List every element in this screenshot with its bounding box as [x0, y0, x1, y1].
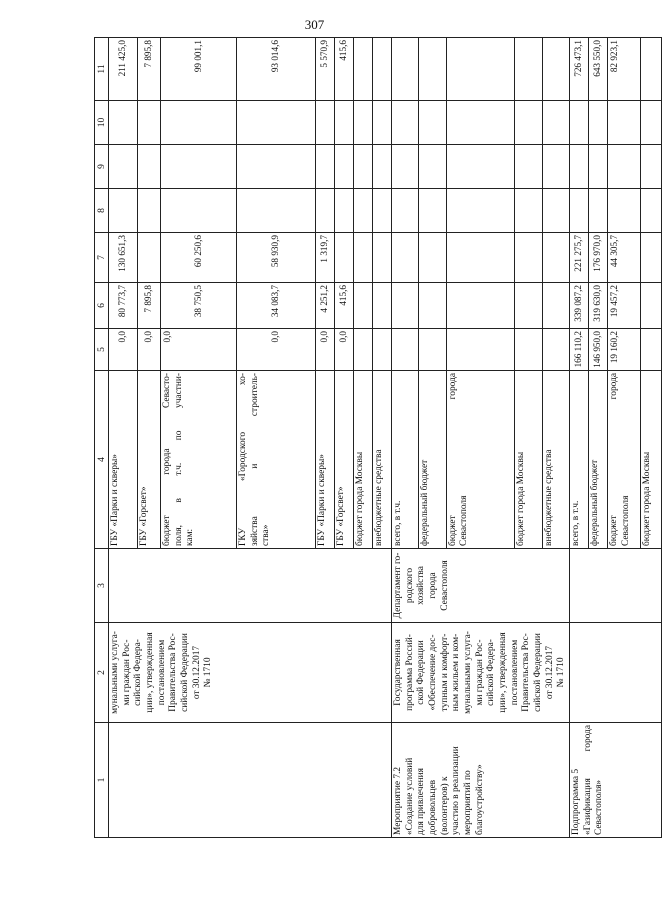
source-cell — [354, 371, 373, 549]
value-cell: 60 250,6 — [161, 233, 237, 283]
value-cell — [419, 189, 446, 233]
total-cell: 82 923,1 — [607, 38, 640, 101]
subprogram-line: Подпрограмма 5 — [570, 768, 581, 835]
value-cell — [542, 329, 569, 371]
source-cell — [446, 371, 515, 549]
measure-name-cell — [109, 723, 392, 838]
table-row — [392, 38, 419, 838]
value-cell — [515, 189, 542, 233]
program-line: ции», утвержденная — [144, 632, 155, 713]
source-line: федеральный бюджет — [420, 459, 431, 546]
value-cell — [237, 101, 316, 145]
program-cell — [569, 623, 661, 723]
program-line: сийской Федерации — [532, 633, 543, 712]
program-line: Правительства Рос- — [168, 633, 179, 712]
value-cell — [237, 145, 316, 189]
program-line: мунальными услуга- — [110, 631, 120, 714]
executor-line: родского — [404, 567, 415, 604]
source-cell — [542, 371, 569, 549]
header-cell: 4 — [95, 371, 109, 549]
value-cell — [373, 189, 392, 233]
total-cell — [373, 38, 392, 101]
program-line: сийской Федера- — [133, 639, 144, 706]
header-cell: 2 — [95, 623, 109, 723]
value-cell — [640, 189, 661, 233]
value-cell — [569, 189, 588, 233]
measure-line: «Создание условий — [404, 757, 415, 835]
value-cell — [515, 283, 542, 329]
value-cell — [316, 145, 335, 189]
value-cell — [419, 145, 446, 189]
table-row — [569, 38, 588, 838]
value-cell: 130 651,3 — [109, 233, 138, 283]
program-cell — [109, 623, 392, 723]
executor-cell — [569, 549, 661, 623]
program-line: № 1710 — [556, 657, 567, 688]
value-cell: 7 895,8 — [138, 283, 161, 329]
value-cell — [542, 283, 569, 329]
value-cell — [316, 189, 335, 233]
value-cell — [446, 189, 515, 233]
value-cell — [640, 101, 661, 145]
source-line: всего, в т.ч. — [570, 500, 581, 546]
value-cell — [542, 233, 569, 283]
source-line: всего, в т.ч. — [393, 500, 403, 546]
total-cell: 643 550,0 — [588, 38, 607, 101]
value-cell: 58 930,9 — [237, 233, 316, 283]
source-line: Севастополя — [459, 495, 470, 546]
value-cell — [588, 101, 607, 145]
program-line: сийской Федерации — [179, 633, 190, 712]
value-cell — [335, 233, 354, 283]
program-line: ным жильем и ком- — [451, 633, 462, 712]
value-cell: 0,0 — [109, 329, 138, 371]
total-cell — [419, 38, 446, 101]
total-cell: 726 473,1 — [569, 38, 588, 101]
value-cell — [542, 145, 569, 189]
source-line: ГБУ «Парки и скверы» — [110, 454, 120, 546]
measure-line: участию в реализации — [451, 746, 462, 835]
measure-line: мероприятий по — [462, 770, 473, 835]
total-cell: 93 014,6 — [237, 38, 316, 101]
program-line: ми граждан Рос- — [121, 639, 132, 706]
value-cell — [419, 283, 446, 329]
value-cell — [392, 145, 419, 189]
program-line: от 30.12.2017 — [191, 645, 202, 700]
source-cell — [237, 371, 316, 549]
value-cell — [335, 189, 354, 233]
value-cell — [373, 233, 392, 283]
subprogram-name-cell — [569, 723, 661, 838]
program-line: сийской Федера- — [486, 639, 497, 706]
value-cell — [392, 283, 419, 329]
value-cell: 415,6 — [335, 283, 354, 329]
program-line: постановлением — [156, 639, 167, 706]
measure-line: (волонтеров) к — [439, 776, 450, 835]
source-line: ГКУ «Городского хо- — [238, 373, 248, 546]
value-cell — [640, 329, 661, 371]
value-cell — [446, 283, 515, 329]
header-cell: 10 — [95, 101, 109, 145]
value-cell — [607, 189, 640, 233]
header-cell: 3 — [95, 549, 109, 623]
value-cell: 146 950,0 — [588, 329, 607, 371]
value-cell — [237, 189, 316, 233]
source-line: ства» — [261, 524, 272, 546]
value-cell — [419, 101, 446, 145]
source-cell — [138, 371, 161, 549]
value-cell — [392, 189, 419, 233]
program-line: тупным и комфорт- — [439, 633, 450, 712]
source-cell — [515, 371, 542, 549]
source-line: ГБУ «Парки и скверы» — [317, 454, 327, 546]
value-cell — [138, 101, 161, 145]
value-cell — [640, 145, 661, 189]
budget-table — [94, 37, 662, 838]
program-line: № 1710 — [203, 657, 214, 688]
value-cell — [354, 101, 373, 145]
value-cell — [588, 189, 607, 233]
header-cell: 8 — [95, 189, 109, 233]
measure-line: Мероприятие 7.2 — [393, 766, 403, 835]
total-cell — [392, 38, 419, 101]
value-cell: 166 110,2 — [569, 329, 588, 371]
source-line: бюджет города — [447, 373, 458, 546]
source-cell — [607, 371, 640, 549]
value-cell — [138, 189, 161, 233]
total-cell — [446, 38, 515, 101]
source-cell — [335, 371, 354, 549]
value-cell: 80 773,7 — [109, 283, 138, 329]
value-cell — [373, 145, 392, 189]
program-line: постановлением — [509, 639, 520, 706]
executor-line: города — [427, 572, 438, 599]
value-cell — [316, 101, 335, 145]
source-line: бюджет города Москвы — [516, 451, 527, 546]
source-cell — [161, 371, 237, 549]
value-cell: 176 970,0 — [588, 233, 607, 283]
source-line: внебюджетные средства — [543, 449, 554, 546]
source-line: ГБУ «Горсвет» — [336, 486, 346, 546]
value-cell: 34 083,7 — [237, 283, 316, 329]
executor-cell — [392, 549, 570, 623]
header-cell: 6 — [95, 283, 109, 329]
value-cell — [354, 233, 373, 283]
source-line: внебюджетные средства — [374, 449, 384, 546]
value-cell: 19 160,2 — [607, 329, 640, 371]
executor-cell — [109, 549, 392, 623]
value-cell — [419, 233, 446, 283]
value-cell — [354, 189, 373, 233]
total-cell — [542, 38, 569, 101]
value-cell — [607, 145, 640, 189]
total-cell — [354, 38, 373, 101]
value-cell: 0,0 — [335, 329, 354, 371]
program-line: ской Федерации — [416, 640, 427, 705]
source-line: Севастополя — [620, 495, 631, 546]
value-cell — [607, 101, 640, 145]
value-cell — [109, 189, 138, 233]
value-cell: 339 087,2 — [569, 283, 588, 329]
value-cell — [354, 145, 373, 189]
value-cell — [640, 233, 661, 283]
measure-name-cell — [392, 723, 570, 838]
source-cell — [419, 371, 446, 549]
subprogram-line: «Газификация города — [582, 725, 593, 835]
source-line: бюджет города — [608, 373, 619, 546]
source-cell — [109, 371, 138, 549]
value-cell: 1 319,7 — [316, 233, 335, 283]
value-cell — [161, 101, 237, 145]
total-cell: 99 001,1 — [161, 38, 237, 101]
value-cell: 0,0 — [316, 329, 335, 371]
value-cell — [446, 101, 515, 145]
source-line: бюджет города Севасто- — [162, 373, 172, 546]
value-cell — [354, 329, 373, 371]
source-line: ГБУ «Горсвет» — [139, 486, 149, 546]
value-cell — [354, 283, 373, 329]
header-cell: 5 — [95, 329, 109, 371]
total-cell — [640, 38, 661, 101]
program-line: «Обеспечение дос- — [427, 634, 438, 711]
executor-line: Департамент го- — [393, 552, 403, 619]
value-cell — [515, 101, 542, 145]
page-number: 307 — [304, 17, 325, 32]
header-row — [95, 38, 109, 838]
source-cell — [569, 371, 588, 549]
program-cell — [392, 623, 570, 723]
value-cell — [392, 101, 419, 145]
program-line: ции», утвержденная — [497, 632, 508, 713]
program-line: программа Россий- — [404, 634, 415, 711]
value-cell: 19 457,2 — [607, 283, 640, 329]
value-cell — [138, 233, 161, 283]
program-line: Правительства Рос- — [521, 633, 532, 712]
source-cell — [316, 371, 335, 549]
source-cell — [640, 371, 661, 549]
value-cell — [373, 101, 392, 145]
measure-line: добровольцев — [427, 779, 438, 835]
measure-line: для привлечения — [416, 768, 427, 835]
source-cell — [588, 371, 607, 549]
executor-line: хозяйства — [416, 566, 427, 605]
value-cell — [109, 101, 138, 145]
value-cell: 319 630,0 — [588, 283, 607, 329]
value-cell: 38 750,5 — [161, 283, 237, 329]
value-cell: 44 305,7 — [607, 233, 640, 283]
value-cell — [392, 233, 419, 283]
value-cell — [515, 329, 542, 371]
total-cell: 415,6 — [335, 38, 354, 101]
measure-line: благоустройству» — [474, 764, 485, 835]
source-line: поля, в т.ч. по участни- — [173, 373, 184, 546]
value-cell — [109, 145, 138, 189]
source-cell — [392, 371, 419, 549]
value-cell — [335, 101, 354, 145]
value-cell: 221 275,7 — [569, 233, 588, 283]
value-cell — [542, 189, 569, 233]
header-cell: 7 — [95, 233, 109, 283]
program-line: Государственная — [393, 639, 403, 706]
source-line: бюджет города Москвы — [355, 451, 365, 546]
header-cell: 9 — [95, 145, 109, 189]
value-cell — [138, 145, 161, 189]
table-row — [109, 38, 138, 838]
header-cell: 11 — [95, 38, 109, 101]
executor-line: Севастополя — [439, 560, 450, 611]
value-cell — [446, 145, 515, 189]
value-cell — [588, 145, 607, 189]
header-cell: 1 — [95, 723, 109, 838]
total-cell: 5 570,9 — [316, 38, 335, 101]
value-cell — [161, 189, 237, 233]
total-cell: 211 425,0 — [109, 38, 138, 101]
value-cell — [569, 101, 588, 145]
program-line: мунальными услуга- — [462, 631, 473, 714]
value-cell — [392, 329, 419, 371]
program-line: от 30.12.2017 — [544, 645, 555, 700]
value-cell — [373, 283, 392, 329]
value-cell — [515, 145, 542, 189]
value-cell — [419, 329, 446, 371]
total-cell — [515, 38, 542, 101]
subprogram-line: Севастополя» — [594, 779, 605, 835]
value-cell — [446, 329, 515, 371]
value-cell — [542, 101, 569, 145]
source-line: кам: — [185, 528, 196, 546]
value-cell — [335, 145, 354, 189]
value-cell: 0,0 — [237, 329, 316, 371]
source-cell — [373, 371, 392, 549]
source-line: федеральный бюджет — [589, 459, 600, 546]
value-cell: 0,0 — [138, 329, 161, 371]
source-line: зяйства и строитель- — [249, 373, 260, 546]
value-cell — [446, 233, 515, 283]
program-line: ми граждан Рос- — [474, 639, 485, 706]
source-line: бюджет города Москвы — [641, 451, 652, 546]
rotated-table-container — [94, 38, 652, 838]
value-cell — [161, 145, 237, 189]
value-cell: 4 251,2 — [316, 283, 335, 329]
value-cell — [373, 329, 392, 371]
value-cell — [515, 233, 542, 283]
value-cell: 0,0 — [161, 329, 237, 371]
total-cell: 7 895,8 — [138, 38, 161, 101]
value-cell — [569, 145, 588, 189]
value-cell — [640, 283, 661, 329]
